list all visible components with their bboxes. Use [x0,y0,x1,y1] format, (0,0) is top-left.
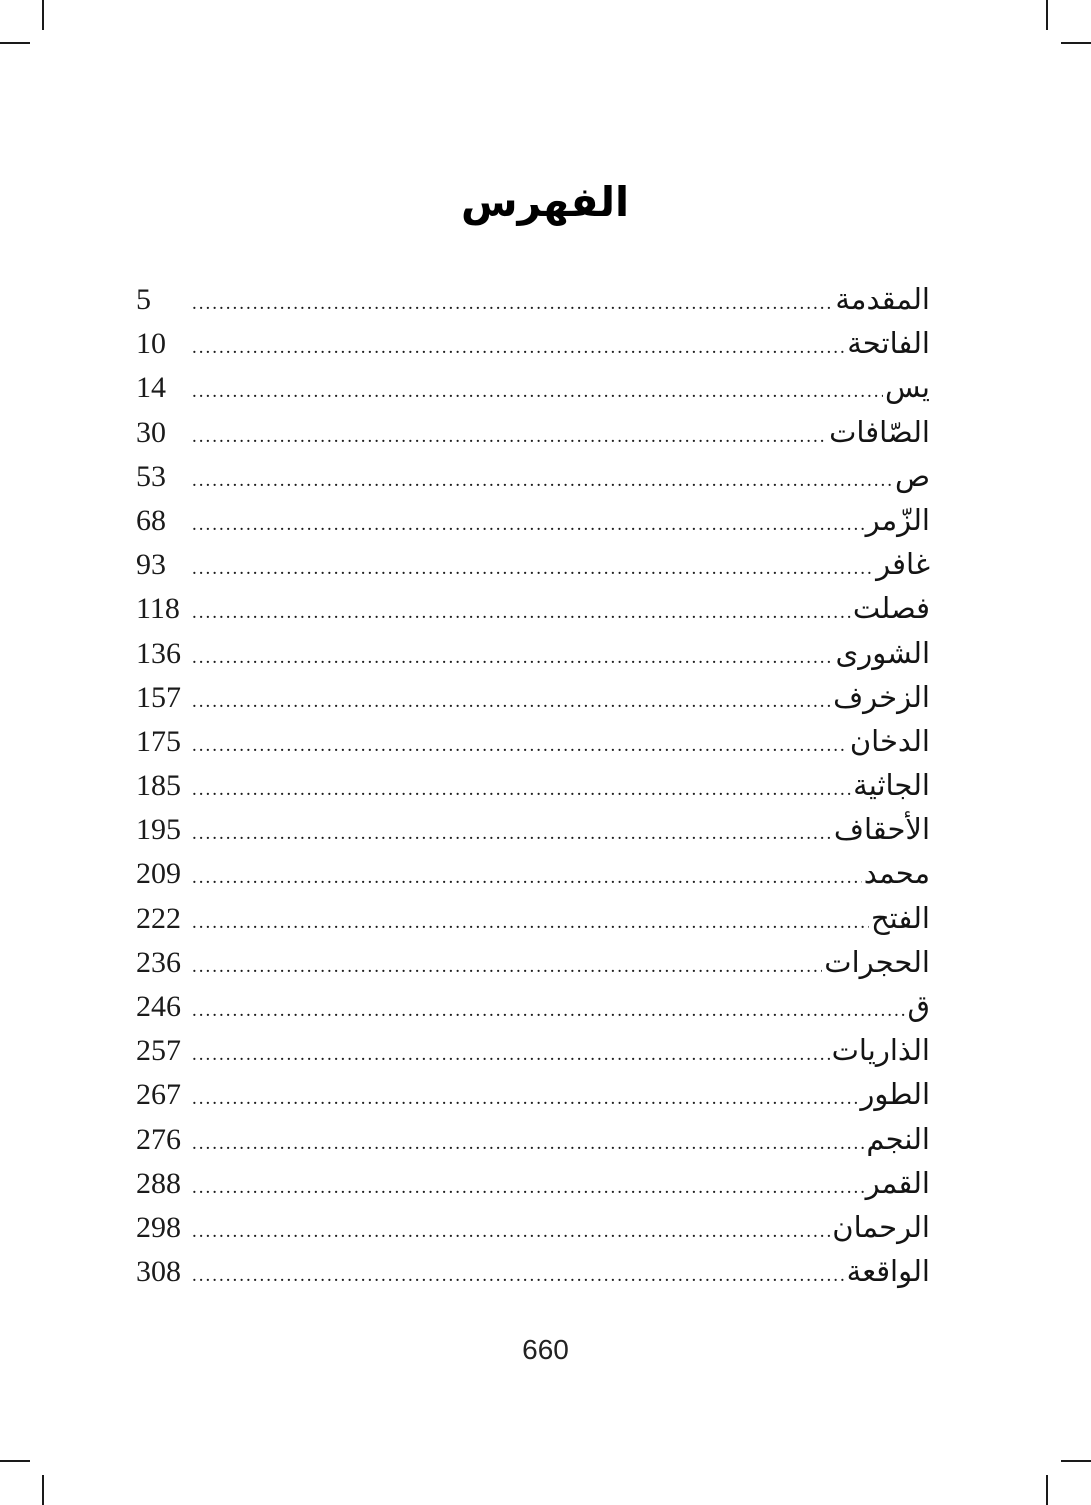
toc-page-number: 118 [136,592,180,626]
toc-entry-label: الشورى [835,635,930,670]
dot-leader [192,282,833,326]
toc-page-number: 175 [136,724,181,758]
dot-leader [192,812,832,856]
dot-leader [192,901,869,945]
toc-page-number: 136 [136,636,181,670]
toc-page-number: 209 [136,857,181,891]
toc-page-number: 195 [136,813,181,847]
dot-leader [192,768,851,812]
toc-row [136,1249,930,1293]
toc-row [136,675,930,719]
toc-row [136,984,930,1028]
toc-page-number: 68 [136,503,166,537]
toc-entry-label: المقدمة [835,282,930,316]
dot-leader [192,1033,830,1077]
dot-leader [192,370,883,414]
page-title: الفهرس [460,178,630,226]
dot-leader [192,1254,845,1298]
dot-leader [192,503,864,547]
dot-leader [192,547,874,591]
toc-entry-label: الزّمر [865,502,930,537]
toc-page-number: 157 [136,680,181,714]
toc-row [136,1072,930,1116]
toc-row [136,542,930,586]
dot-leader [192,1166,864,1210]
toc-page-number: 267 [136,1078,181,1112]
toc-entry-label: النجم [866,1121,930,1156]
toc-row [136,940,930,984]
toc-row [136,719,930,763]
page-folio-number: 660 [522,1334,569,1365]
crop-mark-top-left-vertical [42,0,44,30]
toc-entry-label: الذاريات [831,1033,930,1068]
toc-page-number: 276 [136,1122,181,1156]
dot-leader [192,724,848,768]
toc-row [136,763,930,807]
crop-mark-bottom-right-vertical [1046,1475,1048,1505]
toc-entry-label: الطور [860,1077,930,1112]
toc-page-number: 246 [136,990,181,1023]
toc-entry-label: ص [894,458,930,493]
toc-row [136,586,930,630]
dot-leader [192,636,834,680]
dot-leader [192,415,827,459]
dot-leader [192,1210,830,1254]
dot-leader [192,1122,864,1166]
toc-entry-label: القمر [865,1165,930,1200]
toc-entry-label: محمد [863,856,930,891]
toc-entry-label: الصّافات [829,414,930,449]
toc-entry-label: الزخرف [833,679,930,714]
toc-row [136,807,930,851]
toc-row [136,896,930,940]
toc-entry-label: يس [884,370,930,405]
toc-entry-label: الحجرات [824,944,930,979]
toc-page-number: 288 [136,1166,181,1200]
dot-leader [192,1077,858,1121]
toc-row [136,1117,930,1161]
dot-leader [192,989,905,1033]
crop-mark-bottom-left-horizontal [0,1460,30,1462]
toc-page-number: 257 [136,1034,181,1068]
toc-page-number: 236 [136,945,181,979]
toc-row [136,1161,930,1205]
toc-page-number: 10 [136,327,166,361]
crop-mark-top-right-horizontal [1061,42,1091,44]
toc-row [136,410,930,454]
toc-row [136,321,930,365]
toc-page-number: 14 [136,371,166,405]
toc-page-number: 298 [136,1210,181,1244]
toc-row [136,1028,930,1072]
toc-entry-label: الدخان [849,723,930,758]
toc-row [136,498,930,542]
crop-mark-bottom-left-vertical [42,1475,44,1505]
toc-page-number: 5 [136,283,151,316]
crop-mark-top-left-horizontal [0,42,30,44]
dot-leader [192,591,851,635]
toc-page-number: 53 [136,459,166,493]
toc-row [136,1205,930,1249]
dot-leader [192,459,893,503]
toc-page-number: 93 [136,548,166,582]
toc-entry-label: الرحمان [832,1209,930,1244]
toc-page-number: 222 [136,901,181,935]
toc-page-number: 30 [136,415,166,449]
crop-mark-bottom-right-horizontal [1061,1460,1091,1462]
toc-row [136,454,930,498]
toc-entry-label: الواقعة [846,1254,930,1289]
toc-entry-label: الأحقاف [833,812,930,847]
toc-row [136,277,930,321]
toc-page-number: 308 [136,1255,181,1289]
toc-entry-label: ق [907,989,930,1023]
dot-leader [192,856,862,900]
toc-row [136,851,930,895]
toc-row [136,631,930,675]
toc-entry-label: فصلت [852,591,930,626]
dot-leader [192,680,831,724]
toc-entry-label: الجاثية [853,768,930,803]
dot-leader [192,945,822,989]
dot-leader [192,326,845,370]
toc-row [136,365,930,409]
toc-entry-label: الفتح [870,900,930,935]
toc-page-number: 185 [136,769,181,803]
toc-list [136,277,930,1293]
crop-mark-top-right-vertical [1046,0,1048,30]
toc-entry-label: غافر [876,547,930,582]
toc-entry-label: الفاتحة [847,326,930,361]
